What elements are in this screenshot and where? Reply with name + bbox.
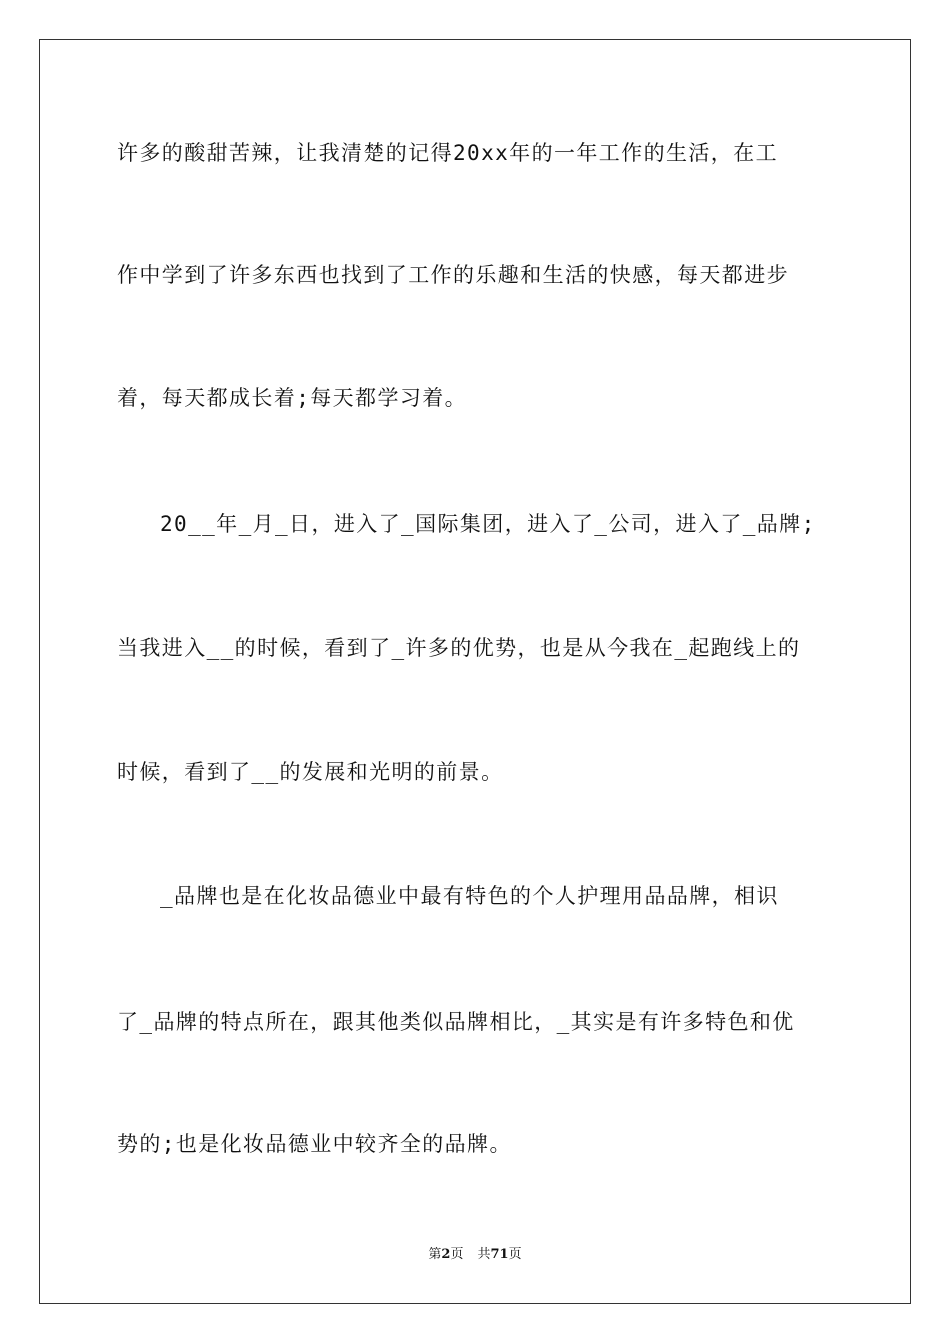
page-prefix: 第 [428,1247,442,1262]
total-suffix: 页 [508,1247,522,1262]
text-line: 许多的酸甜苦辣，让我清楚的记得20xx年的一年工作的生活，在工 [117,141,778,165]
text-line: 了_品牌的特点所在，跟其他类似品牌相比，_其实是有许多特色和优 [117,1010,795,1034]
page-footer [0,1246,950,1264]
text-line: 当我进入__的时候，看到了_许多的优势，也是从今我在_起跑线上的 [117,636,801,660]
total-prefix: 共 [477,1247,491,1262]
page-suffix: 页 [450,1247,464,1262]
page-number: 2 [441,1247,451,1262]
text-line: 着，每天都成长着;每天都学习着。 [117,386,468,410]
text-line: _品牌也是在化妆品德业中最有特色的个人护理用品品牌，相识 [160,884,779,908]
text-line: 作中学到了许多东西也找到了工作的乐趣和生活的快感，每天都进步 [117,263,789,287]
text-line: 20__年_月_日，进入了_国际集团，进入了_公司，进入了_品牌; [160,512,816,536]
page-frame [39,39,911,1304]
text-line: 时候，看到了__的发展和光明的前景。 [117,760,504,784]
total-pages: 71 [490,1247,509,1262]
text-line: 势的;也是化妆品德业中较齐全的品牌。 [117,1132,512,1156]
